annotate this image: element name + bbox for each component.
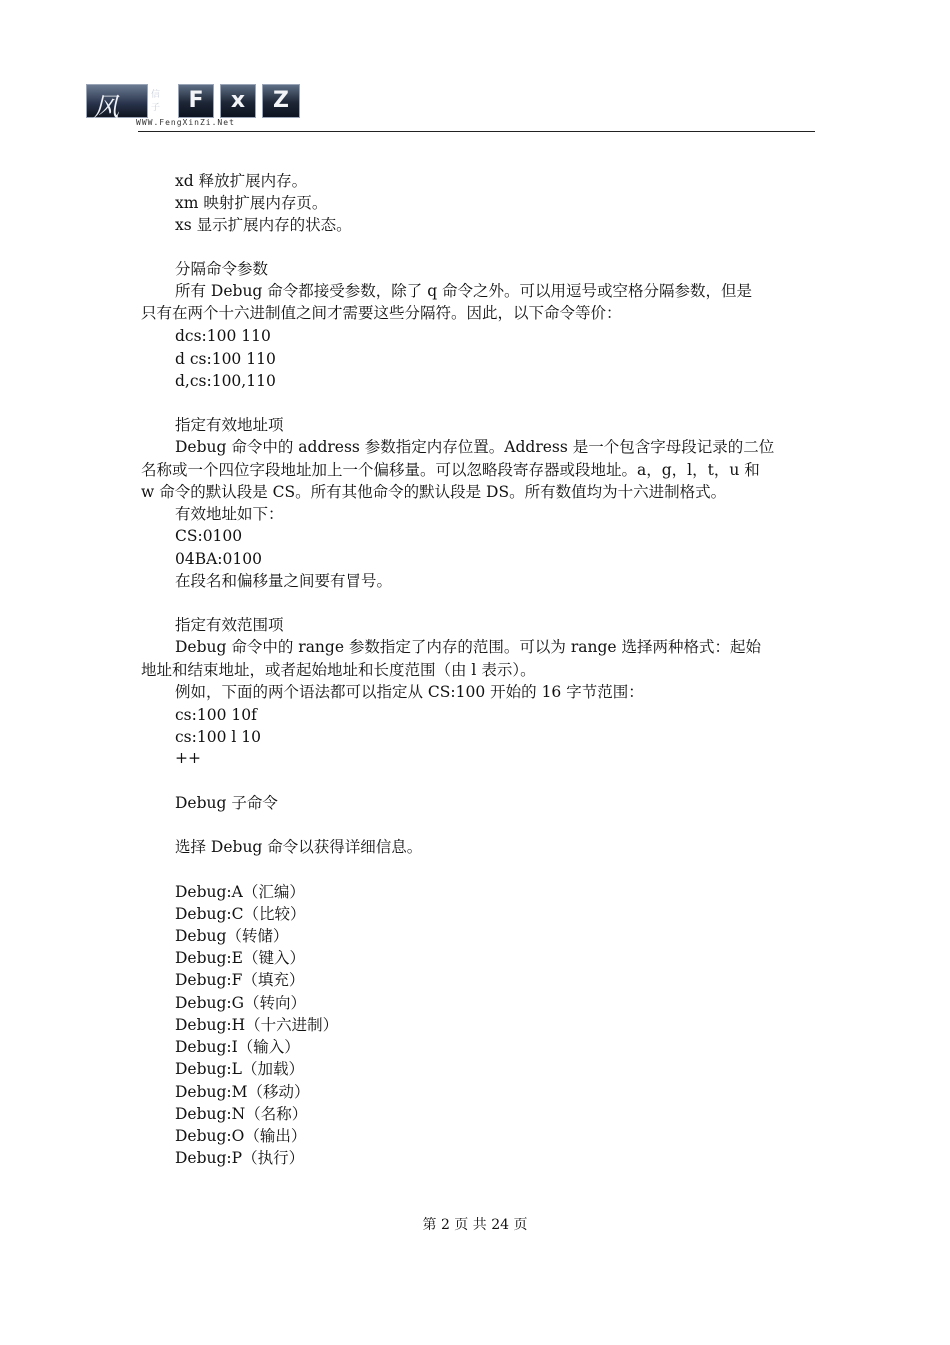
- section-heading: 指定有效地址项: [175, 416, 284, 434]
- subcommand-item: Debug:C（比较）: [175, 905, 306, 923]
- subcommand-item: Debug:N（名称）: [175, 1105, 308, 1123]
- subcommand-item: Debug:E（键入）: [175, 949, 305, 967]
- subcommand-item: Debug:L（加载）: [175, 1060, 304, 1078]
- subcommand-item: Debug:F（填充）: [175, 971, 305, 989]
- text-line: xm 映射扩展内存页。: [175, 194, 328, 212]
- subcommand-item: Debug:H（十六进制）: [175, 1016, 339, 1034]
- header-rule: [138, 131, 815, 132]
- subcommand-item: Debug（转储）: [175, 927, 289, 945]
- text-line: 选择 Debug 命令以获得详细信息。: [175, 838, 423, 856]
- section-heading: 指定有效范围项: [175, 616, 284, 634]
- text-line: ++: [175, 749, 201, 767]
- text-line: 在段名和偏移量之间要有冒号。: [175, 572, 393, 590]
- section-heading: Debug 子命令: [175, 794, 278, 812]
- logo-letter-x-block: [220, 84, 256, 118]
- text-line: Debug 命令中的 range 参数指定了内存的范围。可以为 range 选择两种格式：起始: [175, 638, 762, 656]
- text-line: xd 释放扩展内存。: [175, 172, 308, 190]
- subcommand-item: Debug:I（输入）: [175, 1038, 300, 1056]
- logo-letter-x: x: [230, 88, 246, 113]
- logo-url: WWW.FengXinZi.Net: [136, 118, 235, 127]
- code-line: d,cs:100,110: [175, 372, 276, 390]
- logo-feng-glyph: 风: [93, 93, 120, 123]
- logo-small-text: 信 子: [151, 90, 162, 113]
- code-line: cs:100 10f: [175, 706, 257, 724]
- code-line: CS:0100: [175, 527, 243, 545]
- logo-letter-f: F: [188, 88, 204, 113]
- code-line: dcs:100 110: [175, 327, 271, 345]
- page-number: 第 2 页 共 24 页: [422, 1217, 528, 1233]
- code-line: d cs:100 110: [175, 350, 276, 368]
- logo-feng-block: [86, 84, 162, 123]
- text-line: 所有 Debug 命令都接受参数，除了 q 命令之外。可以用逗号或空格分隔参数，但是: [175, 282, 753, 300]
- logo-letter-f-block: [178, 84, 214, 118]
- text-line: Debug 命令中的 address 参数指定内存位置。Address 是一个包含字母段记录的二位: [175, 438, 775, 456]
- logo-letter-z-block: [262, 84, 300, 118]
- text-line: 只有在两个十六进制值之间才需要这些分隔符。因此，以下命令等价：: [141, 304, 622, 322]
- text-line: xs 显示扩展内存的状态。: [175, 216, 352, 234]
- text-line: 地址和结束地址，或者起始地址和长度范围（由 l 表示）。: [141, 661, 536, 679]
- code-line: 04BA:0100: [175, 550, 262, 568]
- text-line: 名称或一个四位字段地址加上一个偏移量。可以忽略段寄存器或段地址。a，g，l，t，u 和: [141, 461, 760, 479]
- subcommand-item: Debug:M（移动）: [175, 1083, 310, 1101]
- site-logo: [86, 84, 302, 126]
- code-line: cs:100 l 10: [175, 728, 261, 746]
- subcommand-item: Debug:O（输出）: [175, 1127, 307, 1145]
- section-heading: 分隔命令参数: [175, 260, 269, 278]
- logo-letter-z: Z: [273, 88, 289, 113]
- subcommand-item: Debug:A（汇编）: [175, 883, 305, 901]
- subcommand-item: Debug:G（转向）: [175, 994, 307, 1012]
- subcommand-item: Debug:P（执行）: [175, 1149, 305, 1167]
- text-line: 有效地址如下：: [175, 505, 284, 523]
- text-line: 例如，下面的两个语法都可以指定从 CS:100 开始的 16 字节范围：: [175, 683, 644, 701]
- text-line: w 命令的默认段是 CS。所有其他命令的默认段是 DS。所有数值均为十六进制格式。: [141, 483, 727, 501]
